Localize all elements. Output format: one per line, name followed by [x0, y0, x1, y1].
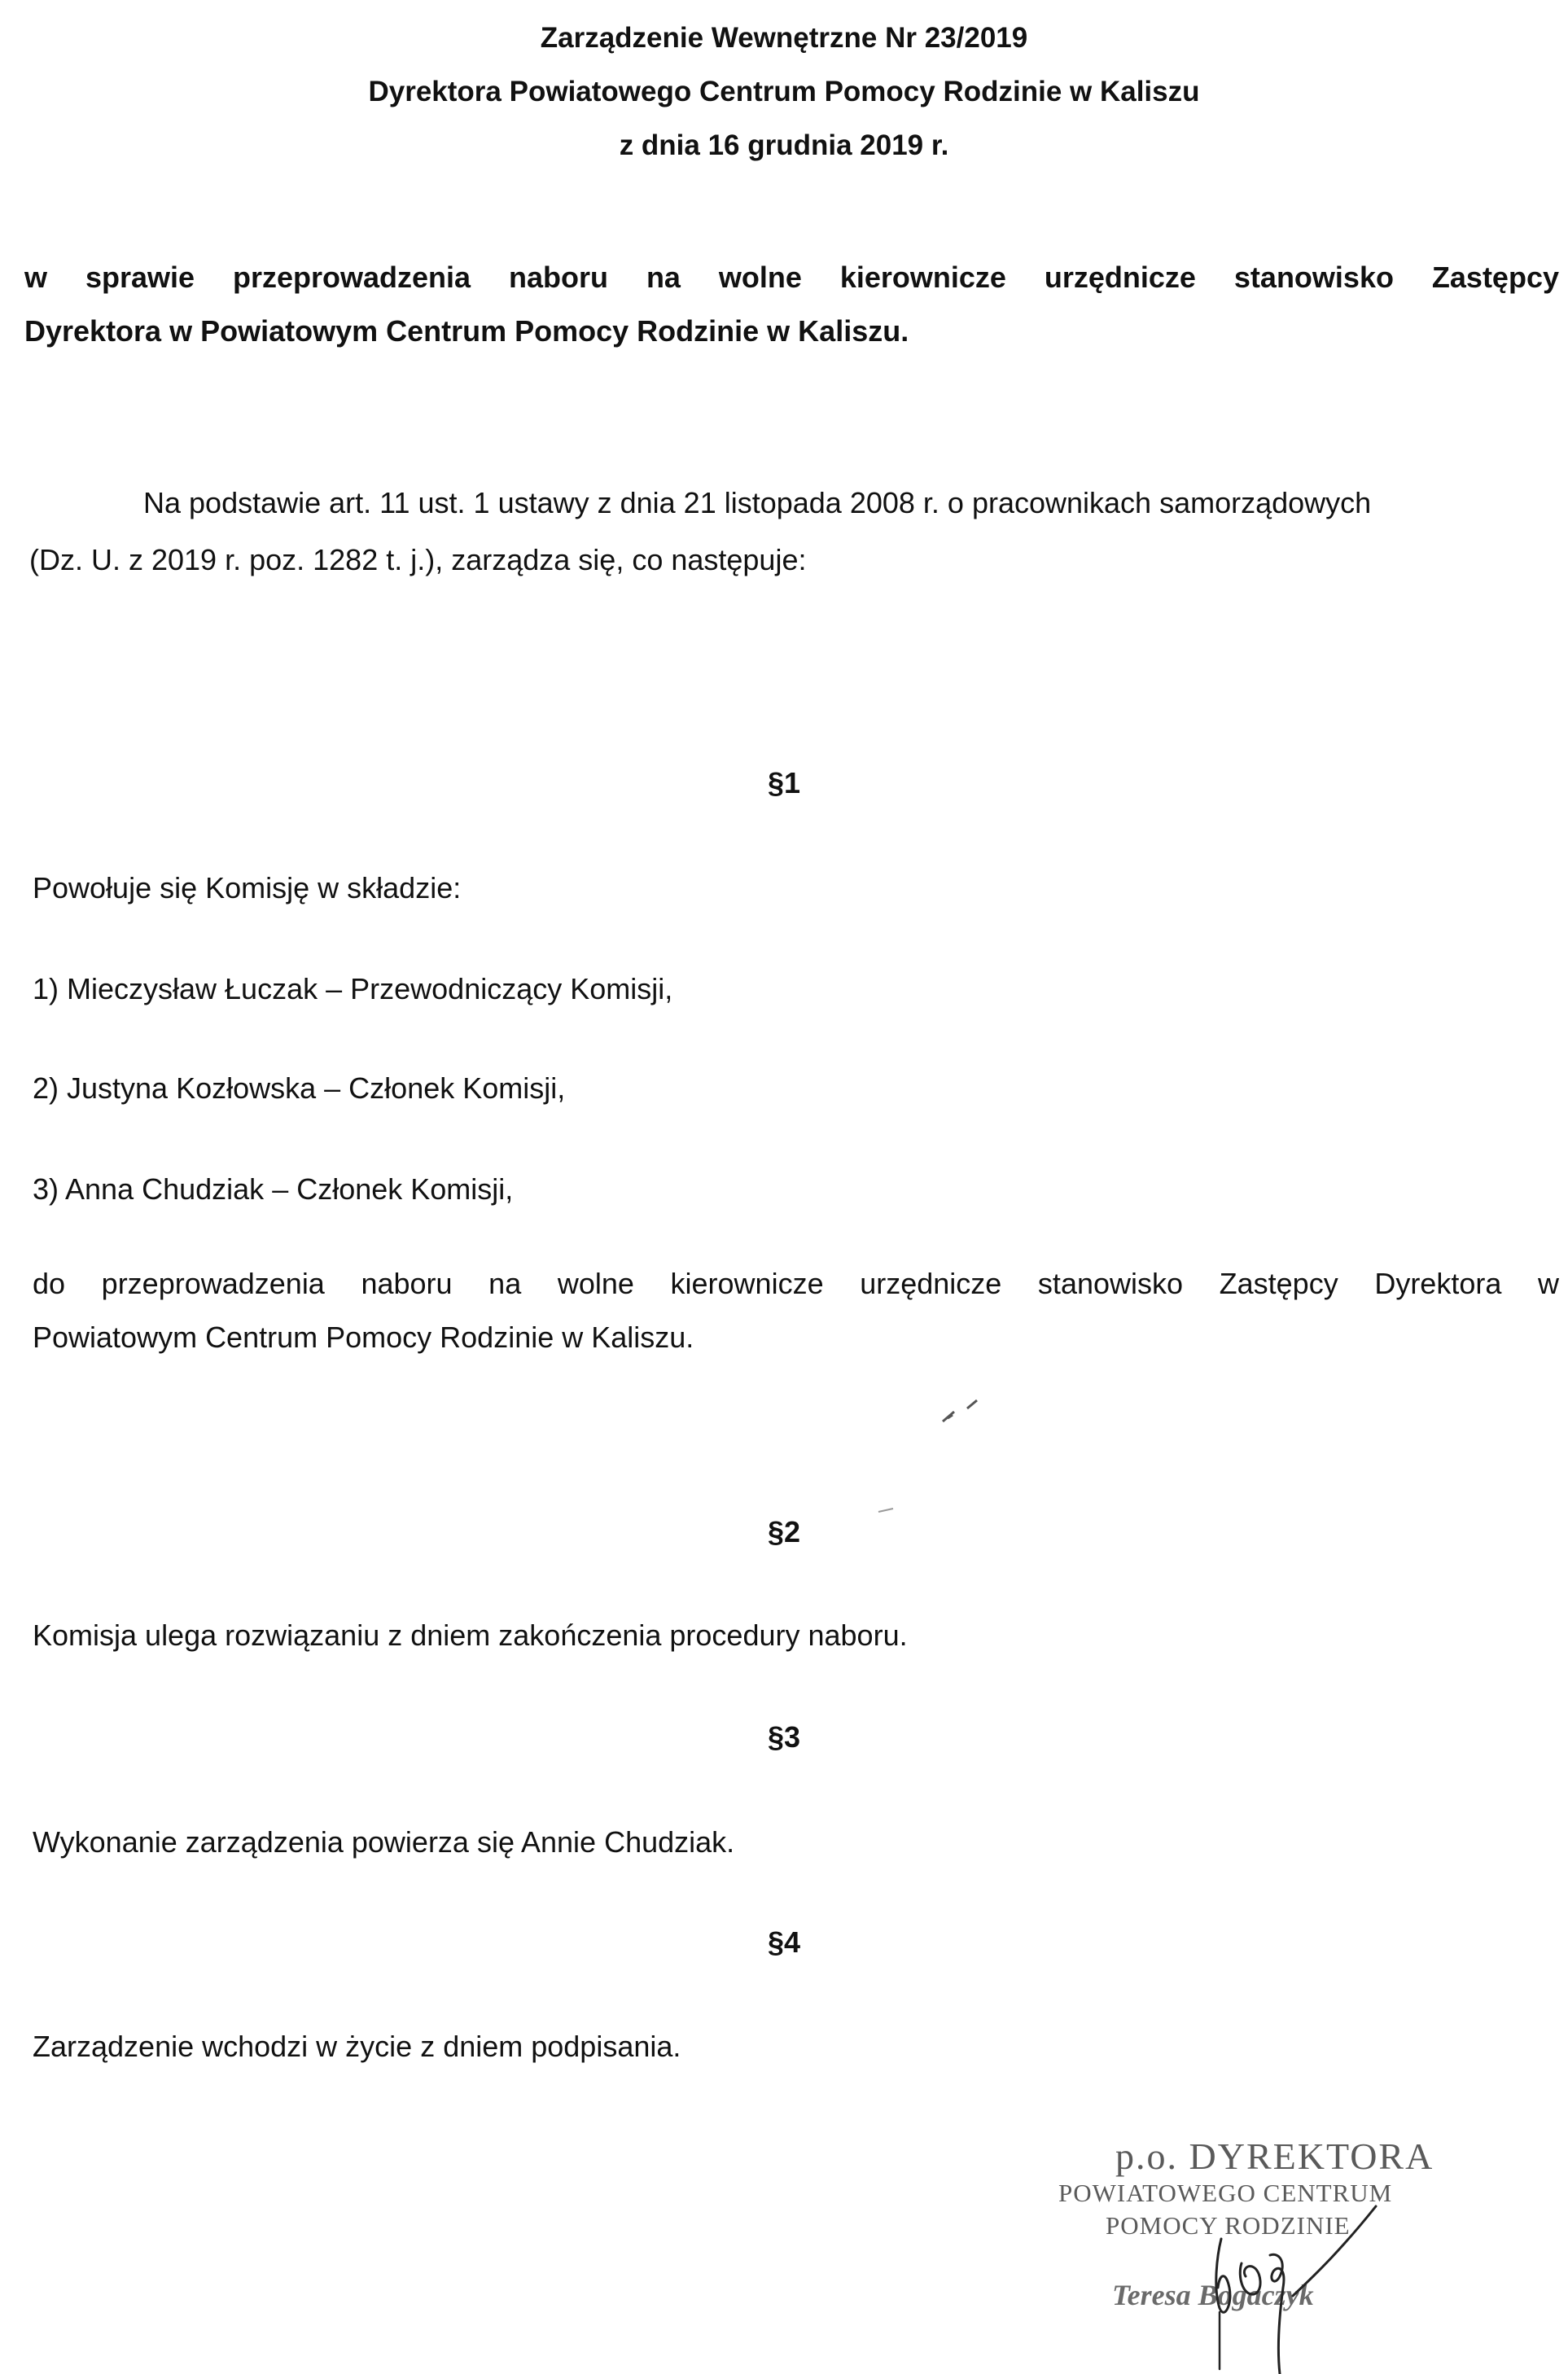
- legal-basis-line-1: Na podstawie art. 11 ust. 1 ustawy z dnia 21 listopada 2008 r. o pracownikach samorządowych: [143, 486, 1372, 519]
- scan-speck: [936, 1394, 985, 1426]
- document-header: [0, 11, 1568, 173]
- section-1-purpose: [33, 1257, 1559, 1364]
- member-item-1: 1) Mieczysław Łuczak – Przewodniczący Komisji,: [33, 972, 673, 1005]
- section-3-title: §3: [767, 1720, 801, 1754]
- member-item-2: 2) Justyna Kozłowska – Członek Komisji,: [33, 1071, 566, 1105]
- ordinance-issuer: Dyrektora Powiatowego Centrum Pomocy Rodzinie w Kaliszu: [368, 76, 1200, 107]
- scan-speck: [875, 1502, 900, 1518]
- ordinance-title: Zarządzenie Wewnętrzne Nr 23/2019: [540, 22, 1028, 54]
- section-4-title: §4: [767, 1925, 801, 1959]
- member-item-3: 3) Anna Chudziak – Członek Komisji,: [33, 1172, 514, 1206]
- section-1-title: §1: [767, 766, 801, 799]
- section-2-title: §2: [767, 1515, 801, 1548]
- section-3-text: Wykonanie zarządzenia powierza się Annie Chudziak.: [33, 1825, 735, 1859]
- legal-basis: [29, 475, 1560, 589]
- stamp-line-2: POWIATOWEGO CENTRUM: [1058, 2179, 1393, 2207]
- stamp-name: Teresa Bogaczyk: [1112, 2279, 1314, 2311]
- purpose-line-2: Powiatowym Centrum Pomocy Rodzinie w Kaliszu.: [33, 1321, 694, 1354]
- ordinance-date: z dnia 16 grudnia 2019 r.: [619, 129, 949, 161]
- stamp-line-1: p.o. DYREKTORA: [1115, 2135, 1434, 2177]
- legal-basis-line-2: (Dz. U. z 2019 r. poz. 1282 t. j.), zarządza się, co następuje:: [29, 543, 807, 576]
- subject-line-1: w sprawie przeprowadzenia naboru na wolne kierownicze urzędnicze stanowisko Zastępcy: [24, 261, 1559, 294]
- stamp-line-3: POMOCY RODZINIE: [1106, 2211, 1351, 2240]
- subject-line-2: Dyrektora w Powiatowym Centrum Pomocy Rodzinie w Kaliszu.: [24, 314, 909, 348]
- purpose-line-1: do przeprowadzenia naboru na wolne kierownicze urzędnicze stanowisko Zastępcy Dyrektora w: [33, 1267, 1559, 1300]
- section-1-intro: Powołuje się Komisję w składzie:: [33, 871, 462, 904]
- section-2-text: Komisja ulega rozwiązaniu z dniem zakończenia procedury naboru.: [33, 1618, 908, 1652]
- section-4-text: Zarządzenie wchodzi w życie z dniem podpisania.: [33, 2030, 681, 2063]
- handwritten-signature: [1172, 2166, 1417, 2374]
- ordinance-subject: [24, 251, 1559, 358]
